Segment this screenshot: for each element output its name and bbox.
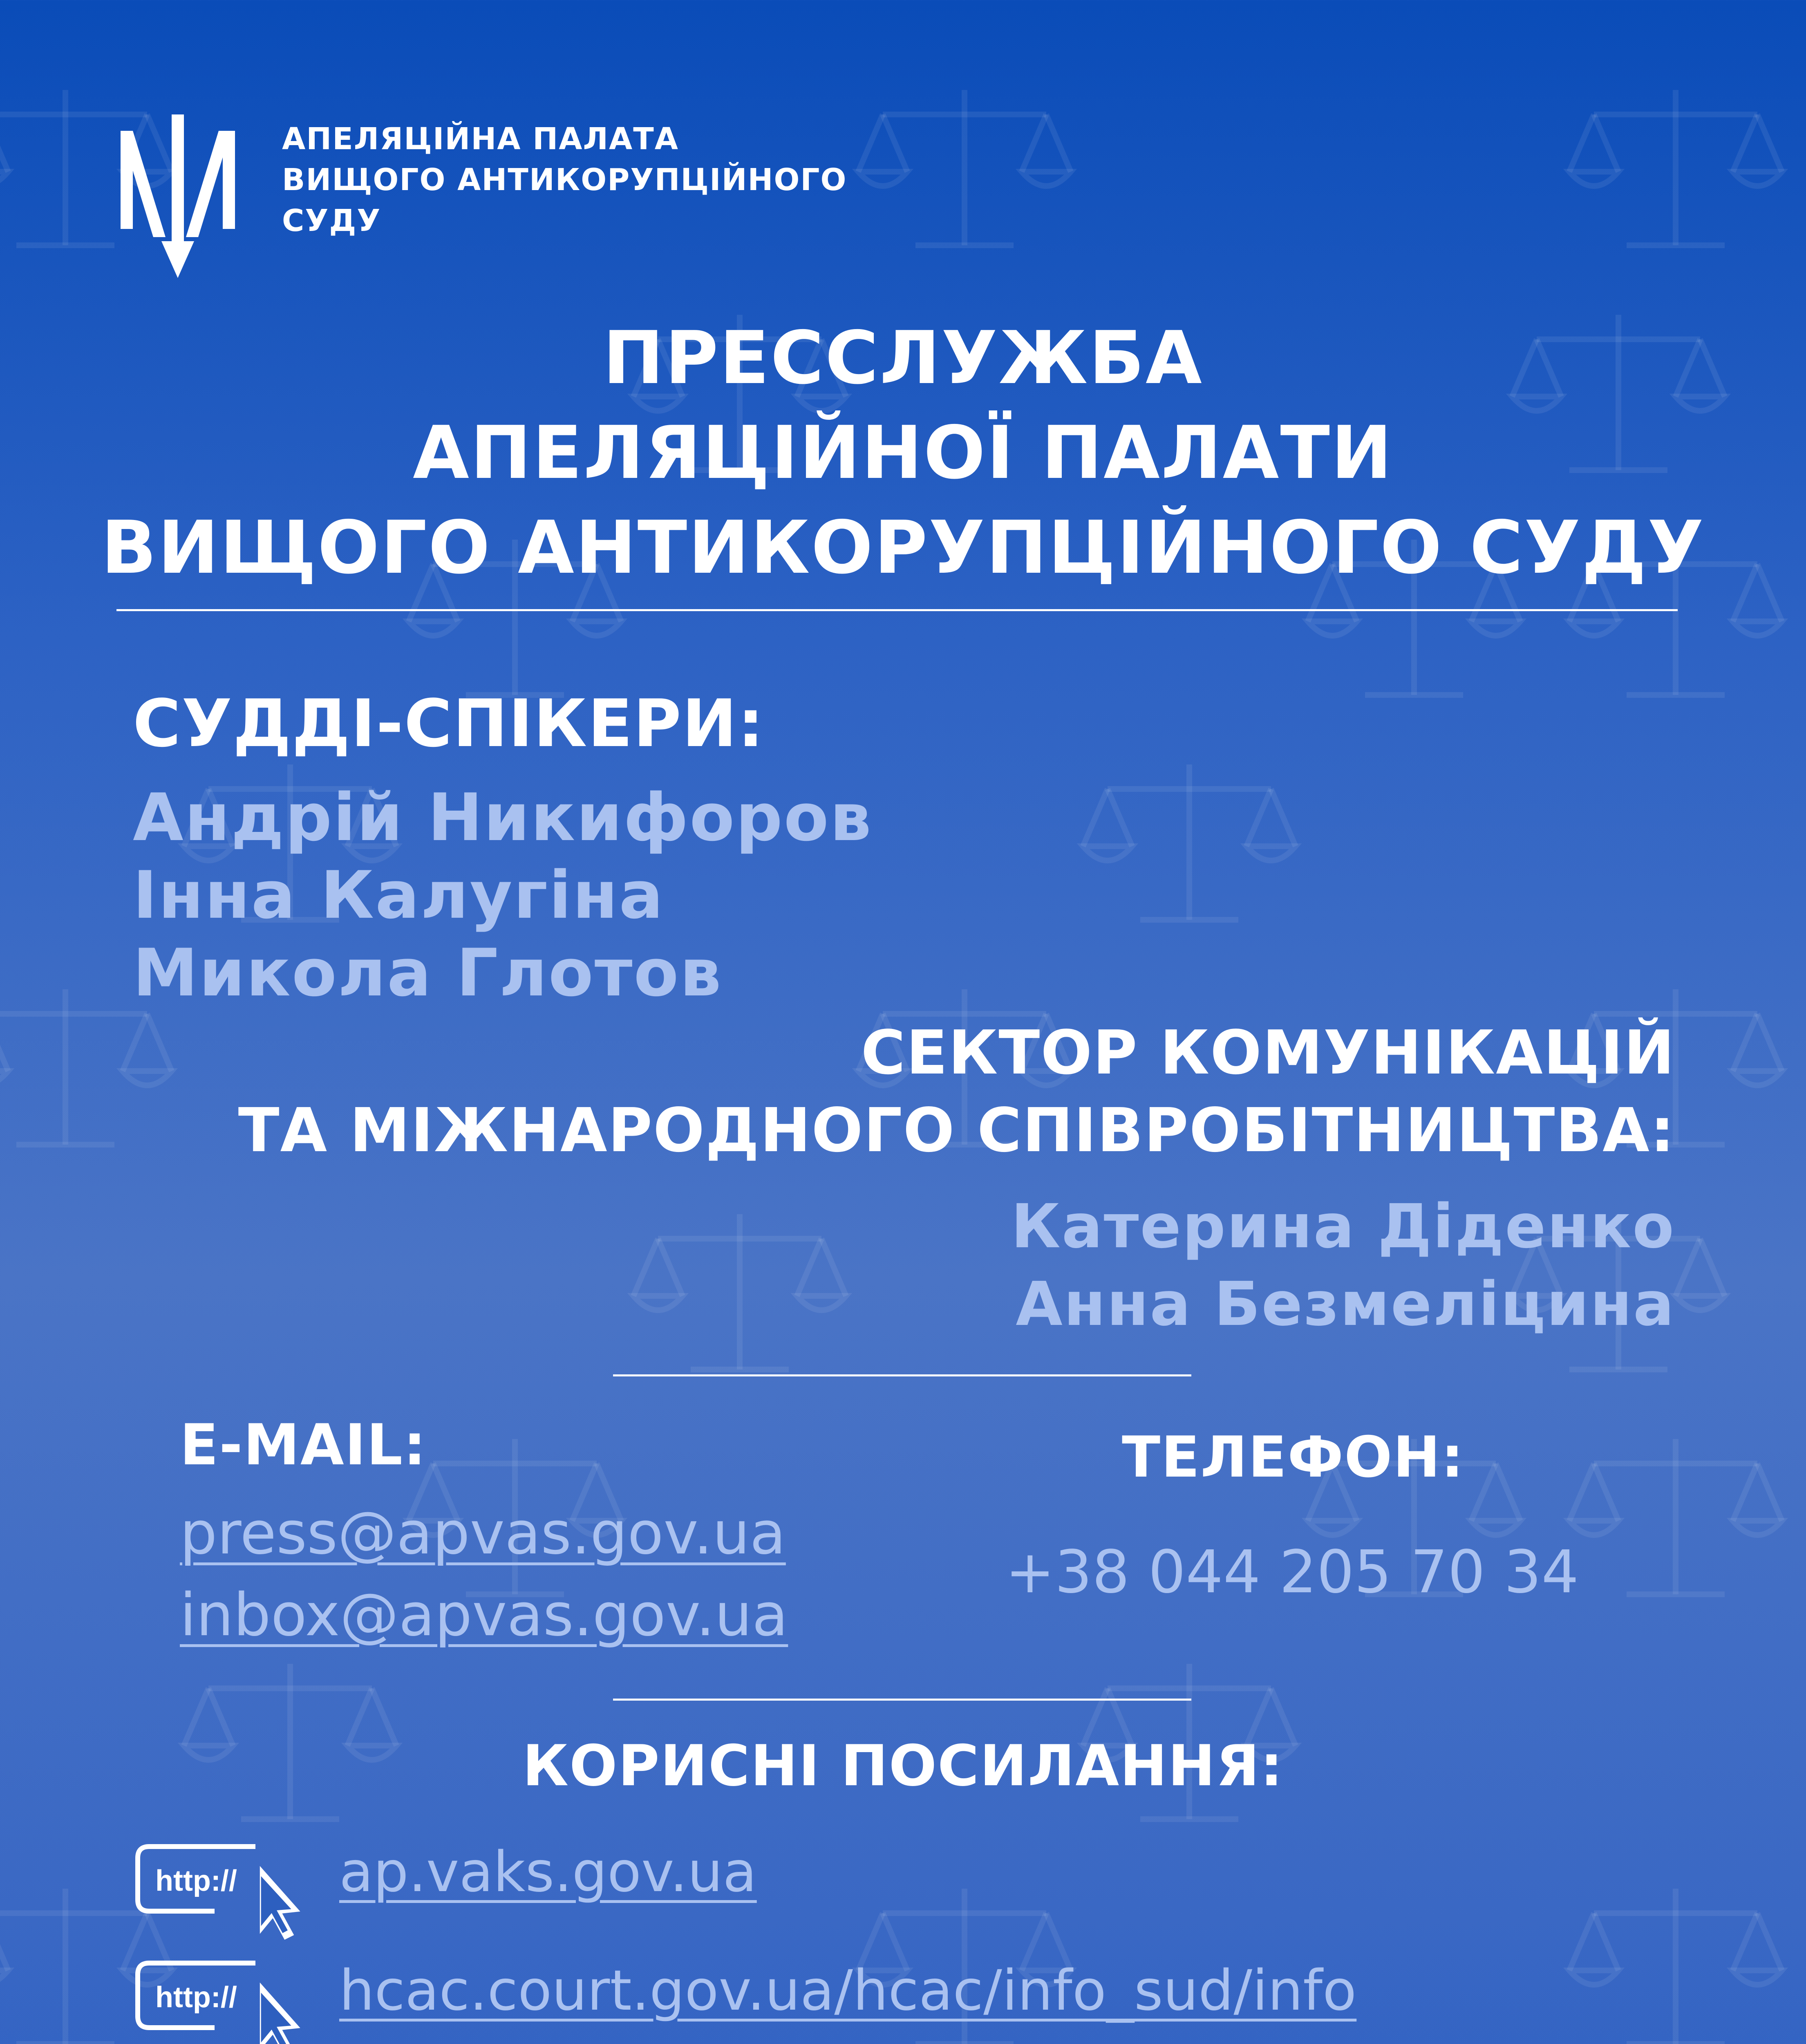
org-name-line: ВИЩОГО АНТИКОРУПЦІЙНОГО — [282, 162, 847, 197]
judge-name: Інна Калугіна — [133, 857, 665, 933]
link-ap-vaks[interactable]: ap.vaks.gov.ua — [339, 1840, 757, 1905]
url-hcac — [339, 1956, 1356, 2026]
phone-number[interactable]: +38 044 205 70 34 — [1005, 1537, 1579, 1606]
email-heading: E-MAIL: — [180, 1412, 427, 1478]
staff-name: Катерина Діденко — [1011, 1191, 1675, 1262]
email-link-press[interactable]: press@apvas.gov.ua — [180, 1499, 786, 1567]
email-list — [180, 1492, 788, 1656]
link-hcac[interactable]: hcac.court.gov.ua/hcac/info_sud/info — [339, 1959, 1357, 2023]
contacts-divider — [613, 1374, 1191, 1376]
page-title — [0, 311, 1806, 595]
sector-heading-line: СЕКТОР КОМУНІКАЦІЙ — [861, 1018, 1675, 1088]
organization-name — [282, 119, 847, 241]
http-badge-label: http:// — [155, 1865, 237, 1897]
trident-logo — [116, 114, 239, 278]
title-line: ВИЩОГО АНТИКОРУПЦІЙНОГО СУДУ — [101, 505, 1705, 590]
title-divider — [116, 609, 1678, 611]
org-name-line: СУДУ — [282, 203, 381, 238]
org-name-line: АПЕЛЯЦІЙНА ПАЛАТА — [282, 121, 679, 157]
scales-icon — [1569, 90, 1782, 245]
phone-heading: ТЕЛЕФОН: — [1122, 1424, 1465, 1490]
links-divider — [613, 1699, 1191, 1701]
scales-icon — [633, 1214, 846, 1369]
url-ap-vaks — [339, 1838, 757, 1907]
judge-name: Андрій Никифоров — [133, 779, 873, 856]
scales-icon — [1569, 1439, 1782, 1594]
email-link-inbox[interactable]: inbox@apvas.gov.ua — [180, 1580, 788, 1649]
scales-icon — [1083, 764, 1296, 920]
staff-name: Анна Безмеліцина — [1016, 1269, 1675, 1339]
title-line: ПРЕССЛУЖБА — [603, 316, 1203, 400]
title-line: АПЕЛЯЦІЙНОЇ ПАЛАТИ — [413, 410, 1393, 495]
useful-links-heading: КОРИСНІ ПОСИЛАННЯ: — [522, 1733, 1284, 1799]
judge-name: Микола Глотов — [133, 935, 723, 1011]
http-link-icon — [133, 1842, 309, 1919]
scales-icon — [858, 90, 1071, 245]
judges-list — [133, 779, 873, 1012]
sector-heading — [238, 1014, 1675, 1169]
http-link-icon — [133, 1958, 309, 2036]
sector-staff-list — [1011, 1188, 1675, 1343]
judges-heading: СУДДІ-СПІКЕРИ: — [133, 685, 765, 762]
scales-icon — [1569, 1889, 1782, 2044]
http-badge-label: http:// — [155, 1981, 237, 2014]
scales-icon — [0, 989, 172, 1145]
sector-heading-line: ТА МІЖНАРОДНОГО СПІВРОБІТНИЦТВА: — [238, 1095, 1675, 1165]
